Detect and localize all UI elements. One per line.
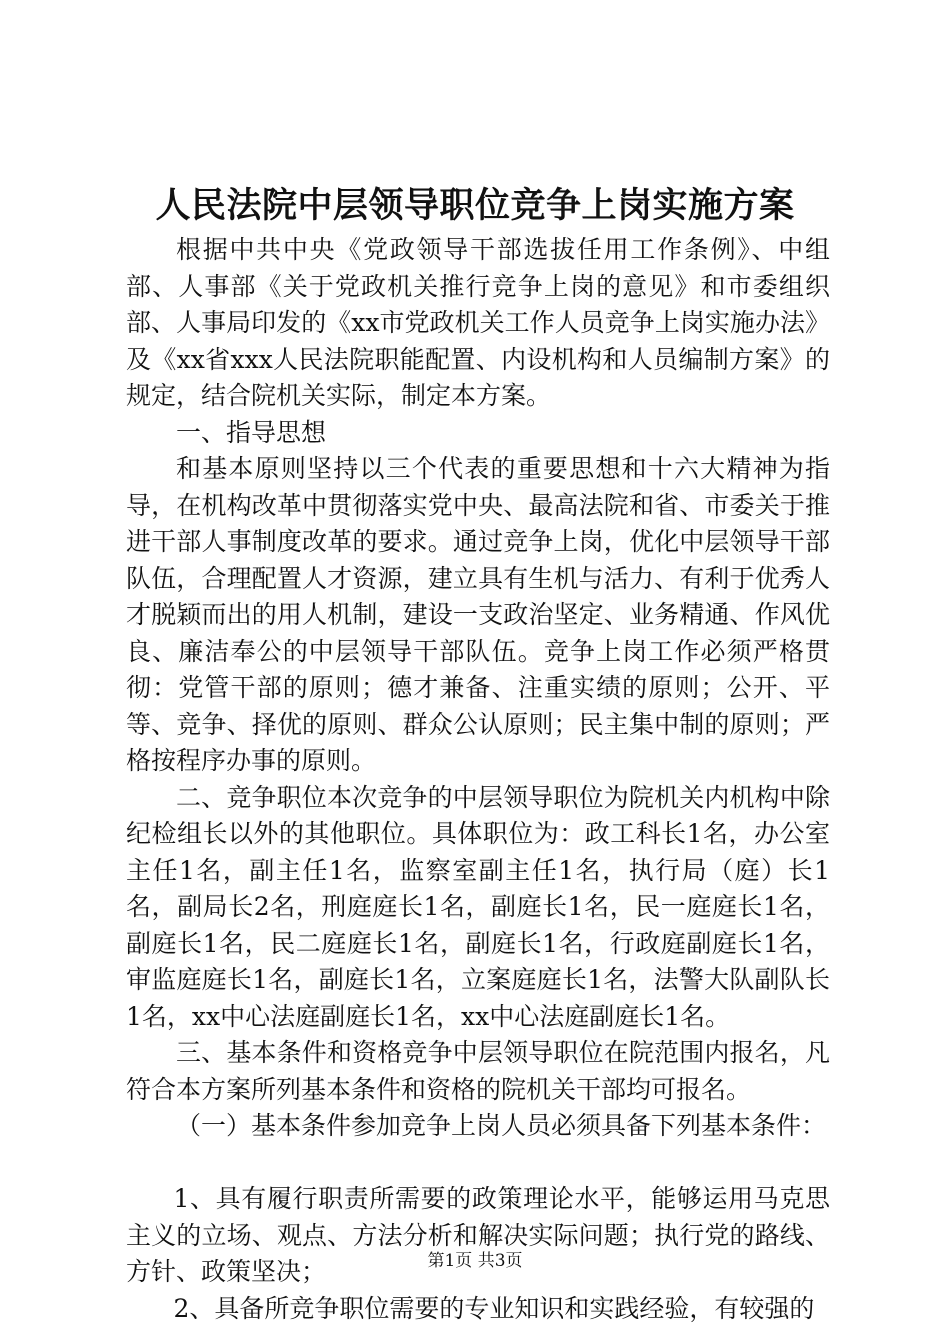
page-footer: 第1页 共3页: [427, 1251, 523, 1271]
paragraph-qualifications: 三、基本条件和资格竞争中层领导职位在院范围内报名，凡符合本方案所列基本条件和资格的院机关干部均可报名。: [126, 1038, 830, 1104]
paragraph-positions: 二、竞争职位本次竞争的中层领导职位为院机关内机构中除纪检组长以外的其他职位。具体职位为：政工科长1名，办公室主任1名，副主任1名，监察室副主任1名，执行局（庭）长1名，副局长2名，刑庭庭长1名，副庭长1名，民一庭庭长1名，副庭长1名，民二庭庭长1名，副庭长1名，行政庭副庭长1名，审监庭庭长1名，副庭长1名，立案庭庭长1名，法警大队副队长1名，xx中心法庭副庭长1名，xx中心法庭副庭长1名。: [126, 782, 830, 1031]
paragraph-basic-conditions: （一）基本条件参加竞争上岗人员必须具备下列基本条件：: [176, 1111, 827, 1140]
paragraph-intro: 根据中共中央《党政领导干部选拔任用工作条例》、中组部、人事部《关于党政机关推行竞争上岗的意见》和市委组织部、人事局印发的《xx市党政机关工作人员竞争上岗实施办法》及《xx省xxx人民法院职能配置、内设机构和人员编制方案》的规定，结合院机关实际，制定本方案。: [126, 235, 830, 410]
document-body: [126, 232, 830, 1327]
document-title: 人民法院中层领导职位竞争上岗实施方案: [155, 185, 795, 226]
blank-line: [126, 1145, 830, 1182]
list-item-condition-2: 2、具备所竞争职位需要的专业知识和实践经验，有较强的: [173, 1293, 815, 1323]
section-heading-guiding-thought: 一、指导思想: [176, 417, 327, 447]
paragraph-principles: 和基本原则坚持以三个代表的重要思想和十六大精神为指导，在机构改革中贯彻落实党中央、最高法院和省、市委关于推进干部人事制度改革的要求。通过竞争上岗，优化中层领导干部队伍，合理配置人才资源，建立具有生机与活力、有利于优秀人才脱颖而出的用人机制，建设一支政治坚定、业务精通、作风优良、廉洁奉公的中层领导干部队伍。竞争上岗工作必须严格贯彻：党管干部的原则；德才兼备、注重实绩的原则；公开、平等、竞争、择优的原则、群众公认原则；民主集中制的原则；严格按程序办事的原则。: [126, 454, 830, 775]
list-item-condition-1: 1、具有履行职责所需要的政策理论水平，能够运用马克思主义的立场、观点、方法分析和解决实际问题；执行党的路线、方针、政策坚决；: [126, 1184, 830, 1286]
